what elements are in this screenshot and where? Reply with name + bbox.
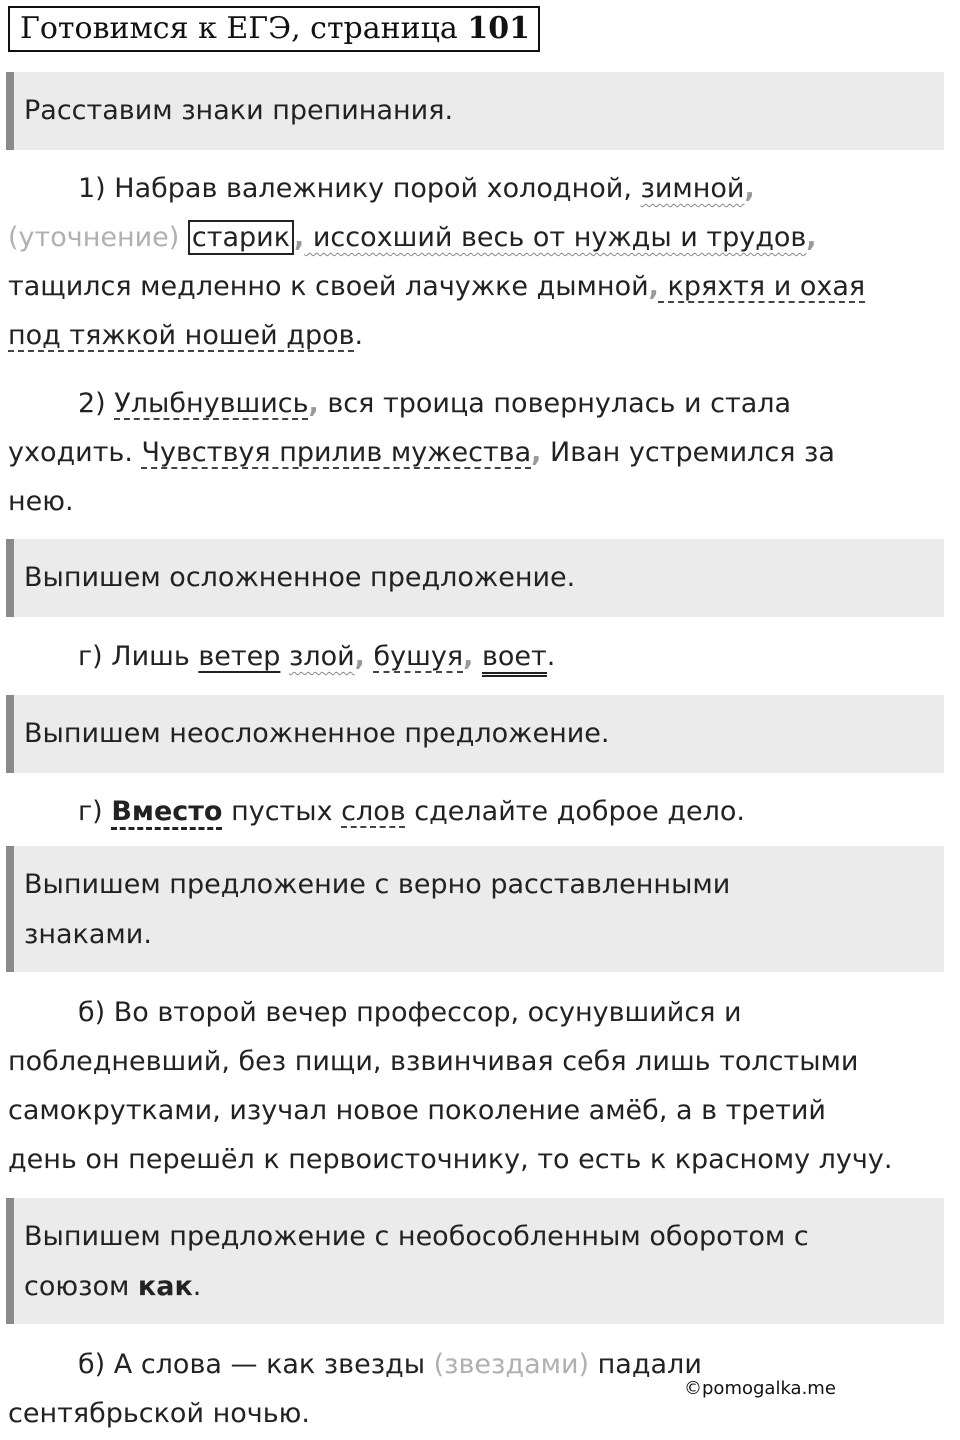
text-segment: б) А слова — как звезды [78,1349,434,1380]
defined-word-box: старик [188,220,294,255]
exercise-1-paragraph [8,164,953,360]
instruction-box-4 [6,846,944,972]
text-segment: Иван устремился за [541,437,835,468]
adverbial-phrase: под тяжкой ношей дров [8,320,355,351]
inserted-comma: , [308,388,319,419]
text-segment: пустых [222,796,342,827]
text-segment: падали [589,1349,702,1380]
instruction-text: Выпишем осложненное предложение. [24,562,576,593]
instruction-box-3 [6,695,944,773]
text-segment: . [354,320,364,351]
answer-paragraph-2 [8,632,953,681]
text-line [8,213,953,262]
note-text: (звездами) [433,1349,590,1380]
text-line [8,632,953,681]
inserted-comma: , [463,641,474,672]
predicate-word: воет [482,641,547,677]
instruction-text: Расставим знаки препинания. [24,95,454,126]
page-number: 101 [467,11,530,46]
adverbial-word: Улыбнувшись [114,388,309,419]
subject-word: ветер [198,641,281,672]
instruction-box-5 [6,1198,944,1324]
adverbial-word: бушуя [373,641,464,672]
space [473,641,482,672]
text-segment: вся троица повернулась и стала [318,388,792,419]
text-segment: . [546,641,556,672]
inserted-comma: , [744,173,755,204]
text-segment: 2) [78,388,115,419]
text-segment: 1) Набрав валежнику порой холодной, [78,173,641,204]
text-line [8,379,953,428]
answer-paragraph-3 [8,787,953,836]
text-line: сентябрьской ночью. [8,1398,310,1429]
copyright-label: ©pomogalka.me [684,1378,836,1399]
inserted-comma: , [648,271,659,302]
text-segment: г) [78,796,112,827]
text-line: нею. [8,486,74,517]
text-segment: г) Лишь [78,641,199,672]
text-segment: . [192,1271,202,1302]
instruction-box-2 [6,539,944,617]
instruction-text: знаками. [24,919,152,950]
text-line: побледневший, без пищи, взвинчивая себя лишь толстыми [8,1046,859,1077]
space [365,641,374,672]
text-line [8,262,953,311]
text-segment: сделайте доброе дело. [405,796,746,827]
text-line [8,164,953,213]
instruction-text: Выпишем предложение с верно расставленными [24,869,731,900]
inserted-comma: , [294,222,305,253]
adverbial-phrase: кряхтя и охая [658,271,866,302]
adverbial-phrase: Чувствуя прилив мужества [141,437,532,468]
text-line: самокрутками, изучал новое поколение амёб, а в третий [8,1095,826,1126]
instruction-text: Выпишем неосложненное предложение. [24,718,610,749]
definition-word: зимной [640,173,745,204]
text-line: день он перешёл к первоисточнику, то есть к красному лучу. [8,1144,893,1175]
answer-paragraph-4 [8,988,953,1184]
text-line [8,787,953,836]
inserted-comma: , [531,437,542,468]
text-line: б) Во второй вечер профессор, осунувшийся и [78,997,742,1028]
note-text: (уточнение) [8,222,188,253]
preposition-word: Вместо [111,796,222,830]
text-segment: тащился медленно к своей лачужке дымной [8,271,649,302]
text-segment: уходить. [8,437,142,468]
page-title [8,6,540,52]
page-title-text: Готовимся к ЕГЭ, страница [20,11,468,46]
participle-phrase: иссохший весь от нужды и трудов [304,222,807,253]
instruction-box-1 [6,72,944,150]
instruction-text [24,1262,944,1312]
object-word: слов [341,796,406,827]
instruction-text: Выпишем предложение с необособленным оборотом с [24,1221,809,1252]
text-segment: союзом [24,1271,138,1302]
text-line [8,428,953,477]
definition-word: злой [288,641,355,672]
exercise-2-paragraph [8,379,953,526]
space [280,641,289,672]
bold-word: как [137,1271,193,1302]
inserted-comma: , [354,641,365,672]
inserted-comma: , [806,222,817,253]
text-line [8,311,953,360]
